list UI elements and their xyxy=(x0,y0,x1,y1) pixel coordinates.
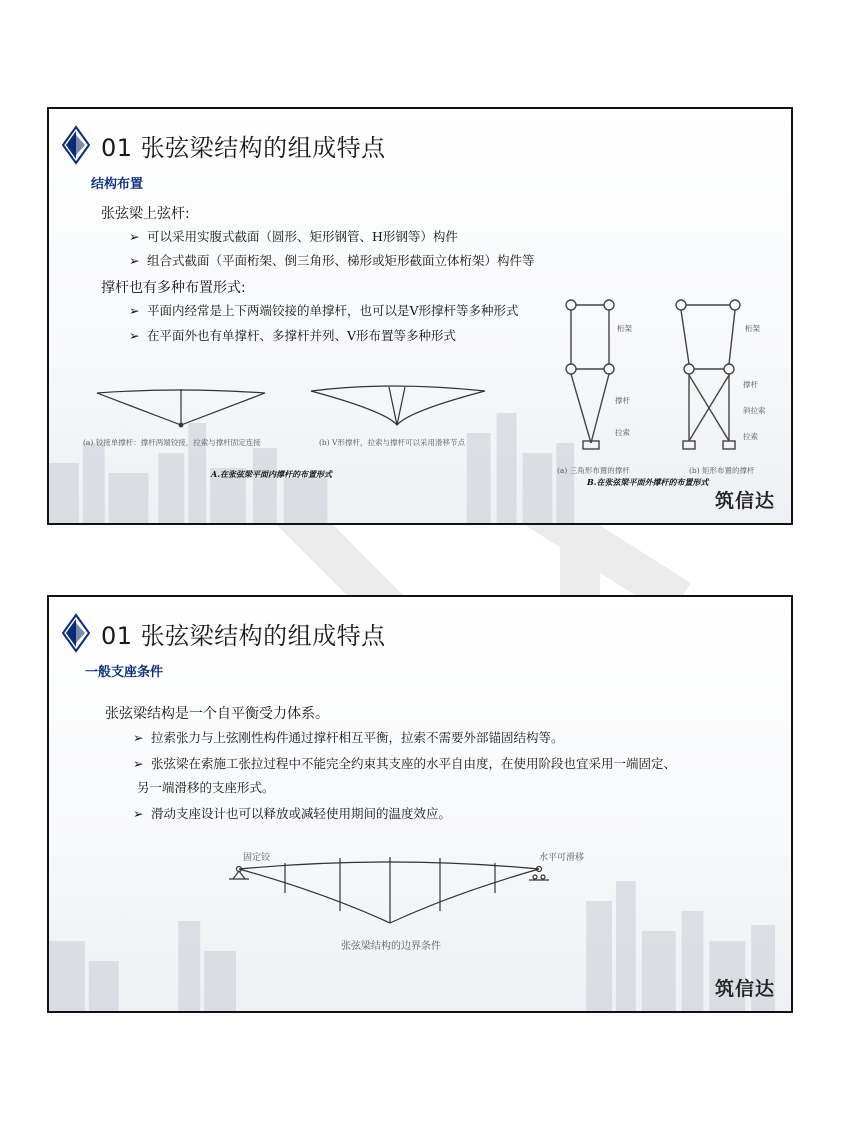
label-cable: 拉索 xyxy=(615,428,630,437)
heading-upper-chord: 张弦梁上弦杆: xyxy=(101,206,190,222)
figure-out-of-plane-struts xyxy=(559,295,759,455)
section-heading: 结构布置 xyxy=(91,177,144,192)
title-row xyxy=(61,613,386,653)
arrow-bullet-icon: ➢ xyxy=(133,806,144,821)
label-strut: 撑杆 xyxy=(615,396,630,405)
figure-a-caption-a: (a) 铰接单撑杆：撑杆两端铰接，拉索与撑杆固定连接 xyxy=(83,438,261,447)
heading-self-balancing: 张弦梁结构是一个自平衡受力体系。 xyxy=(105,706,329,722)
label-truss-2: 桁架 xyxy=(745,324,760,333)
arrow-bullet-icon: ➢ xyxy=(129,303,140,318)
section-heading: 一般支座条件 xyxy=(85,665,164,680)
label-truss: 桁架 xyxy=(617,324,632,333)
diamond-logo-icon xyxy=(61,125,91,165)
arrow-bullet-icon: ➢ xyxy=(129,253,140,268)
diamond-logo-icon xyxy=(61,613,91,653)
slide-support-conditions xyxy=(47,595,793,1013)
figure-a-caption: A.在张弦梁平面内撑杆的布置形式 xyxy=(211,469,332,479)
figure-caption: 张弦梁结构的边界条件 xyxy=(341,941,441,952)
label-cable-2: 拉索 xyxy=(743,432,758,441)
bullet-item: ➢ 拉索张力与上弦刚性构件通过撑杆相互平衡，拉索不需要外部锚固结构等。 xyxy=(133,730,564,745)
figure-b-caption: B.在张弦梁平面外撑杆的布置形式 xyxy=(587,477,709,487)
bullet-item: ➢ 滑动支座设计也可以释放或减轻使用期间的温度效应。 xyxy=(133,806,452,821)
heading-struts: 撑杆也有多种布置形式: xyxy=(101,280,246,296)
bullet-item: ➢ 组合式截面（平面桁架、倒三角形、梯形或矩形截面立体桁架）构件等 xyxy=(129,253,535,268)
bullet-item: ➢ 在平面外也有单撑杆、多撑杆并列、V形布置等多种形式 xyxy=(129,328,457,343)
bullet-continuation: 另一端滑移的支座形式。 xyxy=(137,780,275,795)
figure-a-caption-b: (b) V形撑杆，拉索与撑杆可以采用滑移节点 xyxy=(319,438,465,447)
figure-b-caption-a: (a) 三角形布置的撑杆 xyxy=(557,466,630,475)
figure-in-plane-struts xyxy=(89,379,529,439)
slide-title: 01 张弦梁结构的组成特点 xyxy=(101,133,386,162)
figure-boundary-conditions xyxy=(225,853,555,933)
brand-logo: 筑信达 xyxy=(714,978,775,1000)
label-diagonal-cable: 斜拉索 xyxy=(743,406,766,415)
label-horizontal-slide: 水平可滑移 xyxy=(539,853,585,863)
brand-logo: 筑信达 xyxy=(714,490,775,512)
figure-b-caption-b: (b) 矩形布置的撑杆 xyxy=(689,466,755,475)
arrow-bullet-icon: ➢ xyxy=(129,328,140,343)
bullet-item: ➢ 可以采用实腹式截面（圆形、矩形钢管、H形钢等）构件 xyxy=(129,229,458,244)
arrow-bullet-icon: ➢ xyxy=(133,730,144,745)
slide-title: 01 张弦梁结构的组成特点 xyxy=(101,621,386,650)
slide-structure-layout xyxy=(47,107,793,525)
label-fixed-pin: 固定铰 xyxy=(243,853,271,863)
arrow-bullet-icon: ➢ xyxy=(133,756,144,771)
label-strut-2: 撑杆 xyxy=(743,380,758,389)
title-row xyxy=(61,125,386,165)
arrow-bullet-icon: ➢ xyxy=(129,229,140,244)
bullet-item: ➢ 张弦梁在索施工张拉过程中不能完全约束其支座的水平自由度，在使用阶段也宜采用一端固定、 xyxy=(133,756,677,771)
bullet-item: ➢ 平面内经常是上下两端铰接的单撑杆，也可以是V形撑杆等多种形式 xyxy=(129,303,519,318)
